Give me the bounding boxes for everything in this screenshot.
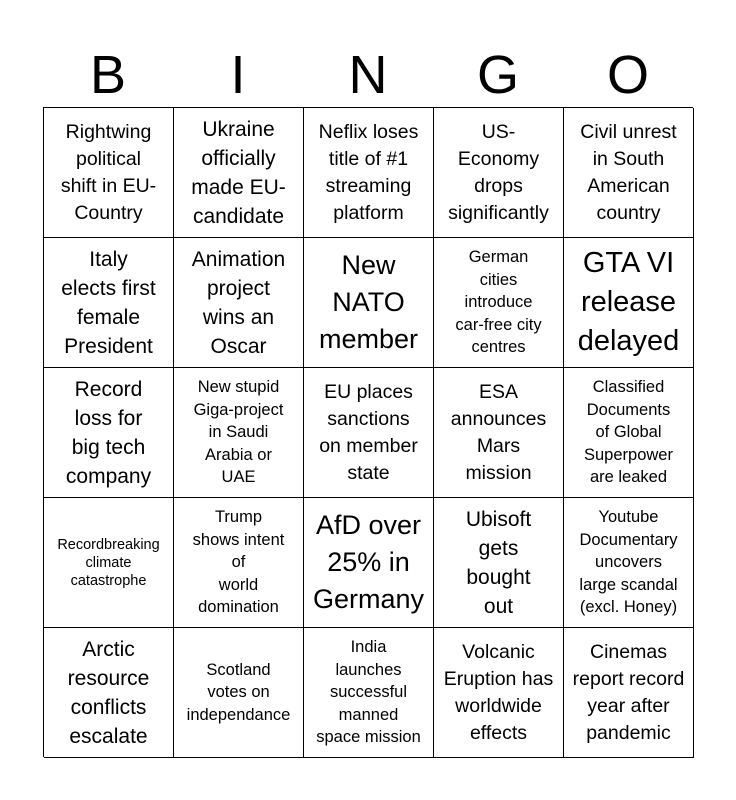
bingo-cell[interactable]: [174, 368, 304, 498]
header-letter-o: O: [606, 45, 649, 105]
bingo-cell[interactable]: [304, 628, 434, 758]
bingo-cell[interactable]: [304, 368, 434, 498]
cell-text: Ubisoft gets bought out: [465, 507, 532, 618]
cell-text: ESA announces Mars mission: [450, 380, 547, 484]
cell-text: Volcanic Eruption has worldwide effects: [443, 640, 554, 744]
bingo-cell[interactable]: [434, 628, 564, 758]
bingo-cell[interactable]: [304, 498, 434, 628]
cell-text: Classified Documents of Global Superpower are leaked: [584, 378, 673, 487]
bingo-cell[interactable]: [44, 108, 174, 238]
cell-text: GTA VI release delayed: [577, 247, 680, 357]
bingo-cell[interactable]: [44, 498, 174, 628]
header-letter-b: B: [89, 45, 127, 105]
bingo-cell[interactable]: [434, 108, 564, 238]
cell-text: New stupid Giga-project in Saudi Arabia or UAE: [193, 378, 284, 487]
cell-text: US- Economy drops significantly: [448, 120, 549, 224]
bingo-cell[interactable]: [304, 108, 434, 238]
cell-text: Neflix loses title of #1 streaming platform: [318, 120, 419, 224]
bingo-cell[interactable]: [44, 368, 174, 498]
bingo-cell[interactable]: [564, 238, 694, 368]
cell-text: German cities introduce car-free city centres: [455, 248, 542, 357]
cell-text: EU places sanctions on member state: [319, 380, 418, 484]
cell-text: AfD over 25% in Germany: [312, 510, 425, 614]
bingo-cell[interactable]: [564, 498, 694, 628]
bingo-cell[interactable]: [564, 628, 694, 758]
cell-text: Animation project wins an Oscar: [191, 247, 286, 358]
bingo-cell[interactable]: [174, 498, 304, 628]
bingo-cell[interactable]: [434, 238, 564, 368]
cell-text: Ukraine officially made EU- candidate: [191, 117, 286, 228]
bingo-cell[interactable]: [434, 498, 564, 628]
bingo-cell[interactable]: [304, 238, 434, 368]
cell-text: Recordbreaking climate catastrophe: [57, 536, 160, 589]
header-letter-g: G: [476, 45, 519, 105]
header-letter-i: I: [230, 45, 246, 105]
header-letter-n: N: [348, 45, 388, 105]
cell-text: Civil unrest in South American country: [580, 120, 677, 224]
bingo-cell[interactable]: [174, 628, 304, 758]
cell-text: Youtube Documentary uncovers large scandal (excl. Honey): [579, 508, 678, 617]
bingo-grid: [43, 107, 693, 757]
bingo-cell[interactable]: [174, 108, 304, 238]
bingo-cell[interactable]: [564, 368, 694, 498]
cell-text: Arctic resource conflicts escalate: [67, 637, 150, 748]
cell-text: Rightwing political shift in EU- Country: [60, 120, 157, 224]
cell-text: Italy elects first female President: [61, 247, 156, 358]
cell-text: New NATO member: [318, 250, 419, 354]
cell-text: Cinemas report record year after pandemic: [572, 640, 685, 744]
bingo-cell[interactable]: [564, 108, 694, 238]
bingo-cell[interactable]: [44, 238, 174, 368]
cell-text: Scotland votes on independance: [186, 660, 291, 724]
bingo-cell[interactable]: [434, 368, 564, 498]
bingo-cell[interactable]: [174, 238, 304, 368]
bingo-header: [43, 44, 693, 106]
bingo-cell[interactable]: [44, 628, 174, 758]
cell-text: Record loss for big tech company: [65, 377, 152, 488]
cell-text: India launches successful manned space mission: [316, 638, 421, 747]
cell-text: Trump shows intent of world domination: [192, 508, 285, 617]
